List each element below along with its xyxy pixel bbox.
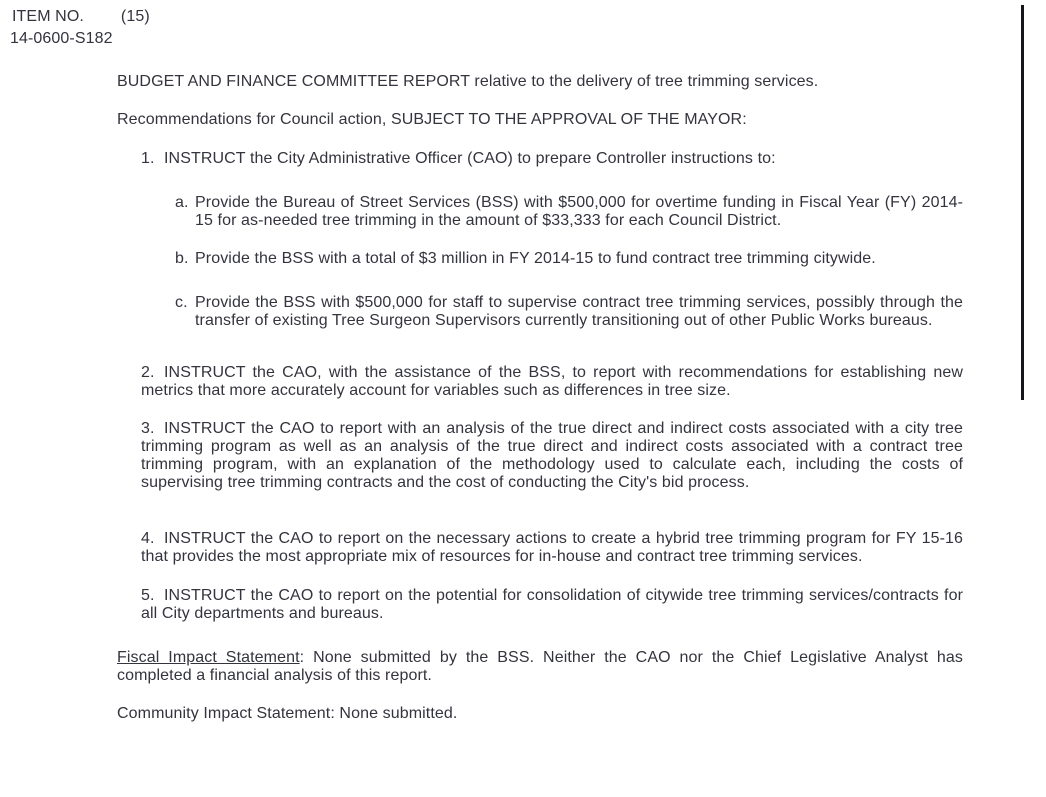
community-impact-statement: Community Impact Statement: None submitted. xyxy=(117,705,458,722)
sub-item-text: Provide the BSS with a total of $3 million in FY 2014-15 to fund contract tree trimming citywide. xyxy=(195,250,876,267)
recommendation-item-5 xyxy=(141,587,963,623)
item-text: INSTRUCT the CAO to report on the potential for consolidation of citywide tree trimming services/contracts for all City departments and bureaus. xyxy=(141,587,963,622)
right-margin-line xyxy=(1021,5,1024,400)
sub-item-text: Provide the BSS with $500,000 for staff to supervise contract tree trimming services, possibly through the transfer of existing Tree Surgeon Supervisors currently transitioning out of other Public Works bureaus. xyxy=(195,294,963,329)
recommendation-item-3 xyxy=(141,420,963,492)
recommendation-item-1a xyxy=(175,194,963,230)
recommendation-item-1c xyxy=(175,294,963,330)
recommendation-item-2 xyxy=(141,364,963,400)
item-marker: 2. xyxy=(141,364,155,381)
item-no-label: ITEM NO. xyxy=(12,8,84,25)
fiscal-impact-label: Fiscal Impact Statement xyxy=(117,649,300,666)
sub-item-marker: a. xyxy=(175,194,189,211)
recommendation-item-4 xyxy=(141,530,963,566)
item-text: INSTRUCT the CAO to report on the necessary actions to create a hybrid tree trimming program for FY 15-16 that provides the most appropriate mix of resources for in-house and contract tree trimming services. xyxy=(141,530,963,565)
case-number: 14-0600-S182 xyxy=(10,30,113,47)
report-title: BUDGET AND FINANCE COMMITTEE REPORT relative to the delivery of tree trimming services. xyxy=(117,73,819,90)
item-text: INSTRUCT the CAO, with the assistance of the BSS, to report with recommendations for establishing new metrics that more accurately account for variables such as differences in tree size. xyxy=(141,364,963,399)
sub-item-marker: b. xyxy=(175,250,189,267)
recommendations-intro: Recommendations for Council action, SUBJECT TO THE APPROVAL OF THE MAYOR: xyxy=(117,111,747,128)
item-no-value: (15) xyxy=(120,8,150,25)
sub-item-marker: c. xyxy=(175,294,188,311)
fiscal-impact-statement xyxy=(117,649,963,685)
item-number-row xyxy=(12,0,1046,26)
item-text: INSTRUCT the CAO to report with an analysis of the true direct and indirect costs associated with a city tree trimming program as well as an analysis of the true direct and indirect costs associated with a contract tree trimming program, with an explanation of the methodology used to calculate each, including the costs of supervising tree trimming contracts and the cost of conducting the City's bid process. xyxy=(141,420,963,491)
item-marker: 3. xyxy=(141,420,155,437)
item-marker: 1. xyxy=(141,150,155,167)
item-text: INSTRUCT the City Administrative Officer (CAO) to prepare Controller instructions to: xyxy=(164,150,776,167)
sub-item-text: Provide the Bureau of Street Services (BSS) with $500,000 for overtime funding in Fiscal Year (FY) 2014-15 for as-needed tree trimming in the amount of $33,333 for each Council District. xyxy=(195,194,963,229)
item-marker: 4. xyxy=(141,530,155,547)
item-marker: 5. xyxy=(141,587,155,604)
recommendation-item-1 xyxy=(141,150,963,168)
recommendation-item-1b xyxy=(175,250,963,268)
fiscal-impact-text: : None submitted by the BSS. Neither the CAO nor the Chief Legislative Analyst has completed a financial analysis of this report. xyxy=(117,649,963,684)
